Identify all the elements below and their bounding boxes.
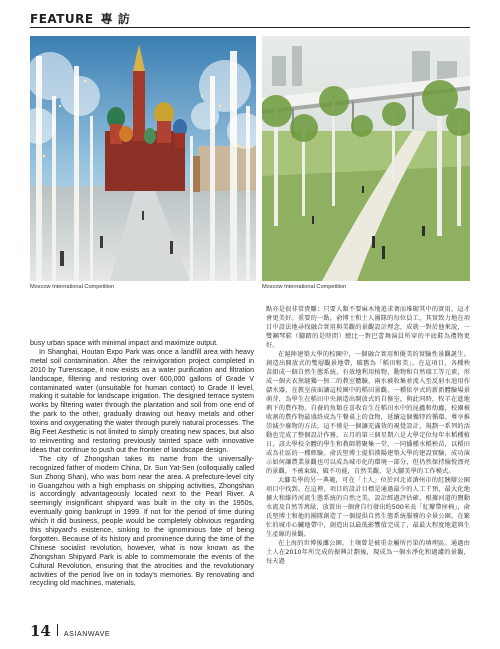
chinese-paragraph: 點亦是很非常貴賺；只要人類不要麻木地追求奢而堆砌其中的實用，這才會更美好。重要的一點，俞博士和土人團隊的每位員工，其實致力地在項目中設法地尋找融合實用與美觀的景觀設計理念，成就一對於他來說，一雙鋼琴鞋（腳踏的是時間）總比一對巴蕾舞演員所穿的平底鞋為禮物更好。	[266, 306, 470, 349]
chinese-article-column	[266, 305, 470, 566]
footer-divider	[57, 624, 58, 636]
english-paragraph: busy urban space with minimal impact and maximize output.	[30, 340, 219, 347]
header-rule	[30, 27, 470, 28]
figure-right-render	[262, 36, 470, 281]
figure-left-caption: Moscow International Competition	[30, 284, 115, 290]
chinese-paragraph: 在上海的世博後灘公園，土壤曾是被重金屬所污染的填埋區。通過由土人在2010年所完成的振興計劃後，現成為一個水淨化和過濾的景觀，每天過	[266, 540, 470, 565]
chinese-paragraph: 大腳美學的另一典範，可在「土人」位於河北省滄州市的紅胰辯公園項目中找到。在這裡，項目的設計目標是通過最少的人工干預，最大化地擴大和維持河流生態系統的自然之美。設計經過評估確，根據河道的鹽動水流及自然等萬緑，放置出一個會自行發出約500米長「紅辮帶座椅」，俞氏堅博士和他的團隊創造了一個提供自然生態系統服務的全景公園，在繁忙的城市心臟地帶中，創造出以最低影響值完成了，最最大程度地還與生生產線的景觀。	[266, 477, 470, 538]
english-paragraph: In Shanghai, Houtan Expo Park was once a landfill area with heavy metal soil contamination. After the reinvigoration project completed in 2010 by Turenscape, it now exists as a water purification and filtration landscape, filtering and restoring over 600,000 gallons of Grade V contaminated water (unsuitable for human contact) to Grade II level, making it suitable for landscape irrigation. The designed terrace system works by filtering water through the plantation and soil from one end of the park to the other, gradually drawing out heavy metals and other toxins and oxygenating the water through purely natural processes. The Big Feet Aesthetic is not limited to simply creating new spaces, but also to reinventing and restoring previously tainted space with innovative ideas that continue to push out the frontier of landscape design.	[30, 348, 254, 454]
page-footer	[30, 622, 110, 640]
section-label: FEATURE	[30, 12, 94, 26]
section-header	[30, 10, 130, 27]
publication-name: ASIANWAVE	[63, 631, 111, 638]
english-paragraph: The city of Zhongshan takes its name from the universally-recognized father of modern China, Dr. Sun Yat-Sen (colloquially called Sun Zhong Shan), who was born near the area. A prefecture-level city in Guangzhou with a high emphasis on shipping activities, Zhongshan is accordingly advantageously located next to the Pearl River. A seemingly insignificant shipyard was built in the city in the 1950s, eventually going bankrupt in 1999. If not for the period of time during which it did business, people would be completely oblivious regarding this shipyard's existence, sinking to the ignominious fate of being forgotten. Because of its history and prominence during the time of the Chinese socialist revolution, however, what is now known as the Zhongshan Shipyard Park is able to commemorate the events of the Cultural Revolution, ensuring that the atrocities and the revolutionary activities of the period live on in today's memories. By renovating and recycling old machines, materials,	[30, 455, 254, 588]
figure-right-caption: Moscow International Competition	[262, 284, 347, 290]
chinese-paragraph: 在滬陣建築大學的校園中，一個融合實用和優美的實驗性景觀誕生。創造出開放式的雙層觀景地帶，破舊為「稻田和美」。在這項目，各種秧苗組成一個自然生態系統，有效地利用植物、動物和自然瑞工等元素，形成一個天衣無縫獨一無二的教室體驗，兩水被收集並流入至反射水池用作儲水器，在教室前面讓這校園中的稻田景觀。一種依享式的新新體驗場景萌芽，為學生在稻田中央創造出開放式的自修室，與此同時，牧羊在進地剩下的農作物，自養的魚類在喜收育生在稻田水中的昆蟲和幼蟲，校園被收割的農作物最盛終成為午餐桌上的食物，延續這個獨特的循環。尊享推崇減少廢物的方法，這不僅是一個讓充滿效的視覺設計，規劃一系列的活動也完成了整個設計作務，五月的第三個星期六是大學定位每年水稻種植日，該大學校全體的學生和教師將聚集一堂，一同播種水稻秧苗，以稻田或為社區的一種經驗。俞氏堅博士提倡漢陽建築大學的建設實驗，成功演示如何讓農業景觀也可以成為城市化的環境一部分，但仍然保持愉悅漂亮的景觀，不被東綿、破不功能，自然美觀，是大腳美學的工作模式。	[266, 351, 470, 475]
figure-left-render	[30, 36, 256, 281]
section-label-chinese: 專 訪	[100, 12, 131, 26]
english-article-column	[30, 340, 254, 589]
page-number: 14	[30, 622, 51, 640]
